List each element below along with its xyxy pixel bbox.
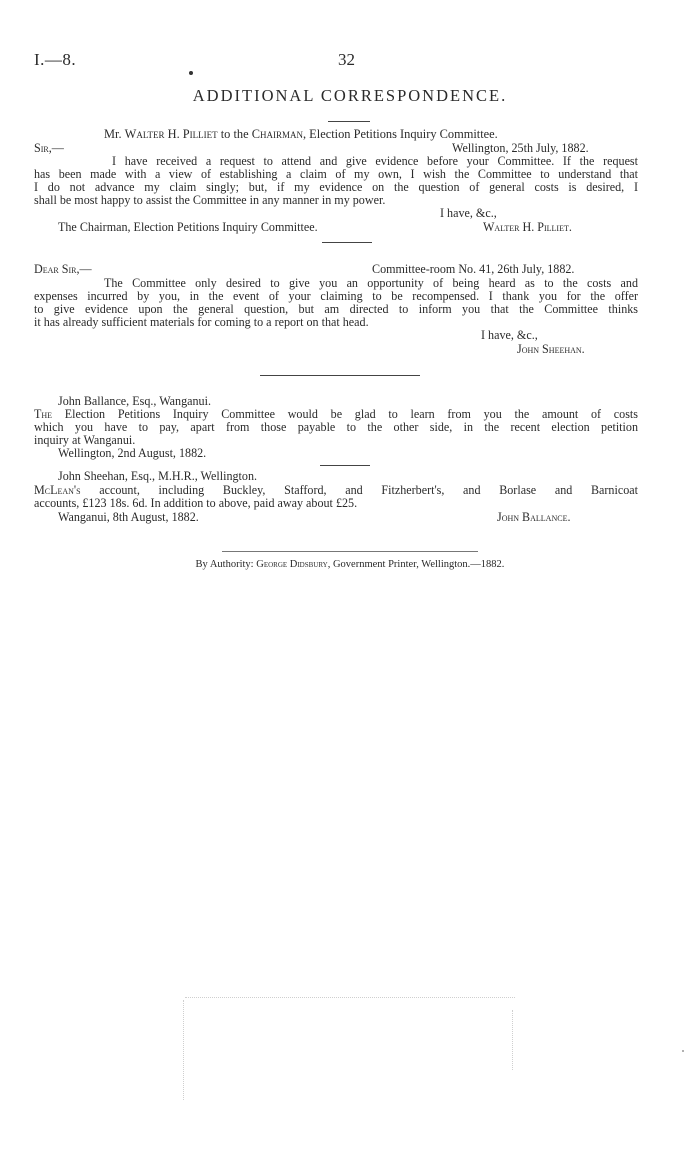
specks — [682, 1050, 684, 1052]
footer-rule — [222, 551, 478, 552]
letter1-heading-recipient: Chairman — [251, 127, 303, 141]
document-reference: I.—8. — [34, 50, 77, 69]
letter1-salutation: Sir,— — [34, 141, 64, 155]
divider-rule — [322, 242, 372, 243]
telegram1-lead-word: The — [34, 407, 53, 421]
letter1-heading — [104, 128, 498, 141]
page-number: 32 — [338, 50, 355, 69]
ink-mark — [189, 71, 193, 75]
letter1-body-line: has been made with a view of establishing a claim of my own, I wish the Committee to understand that — [34, 167, 638, 181]
telegram1-body-line: inquiry at Wanganui. — [34, 433, 136, 447]
letter2-body-line: expenses incurred by you, in the event of your claiming to be recompensed. I thank you for the offer — [34, 289, 638, 303]
letter1-body-line: I have received a request to attend and give evidence before your Committee. If the request — [112, 154, 638, 168]
divider-rule — [260, 375, 420, 376]
letter2-date: Committee-room No. 41, 26th July, 1882. — [372, 262, 575, 276]
letter1-closing: I have, &c., — [440, 206, 497, 220]
letter1-body-line: I do not advance my claim singly; but, if my evidence on the question of general costs is desired, I — [34, 180, 638, 194]
letter1-date: Wellington, 25th July, 1882. — [452, 141, 589, 155]
page-title: ADDITIONAL CORRESPONDENCE. — [192, 86, 508, 105]
letter1-heading-sender: Walter H. Pilliet — [124, 127, 218, 141]
imprint-printer: George Didsbury — [256, 559, 328, 570]
printer-imprint — [0, 559, 700, 570]
telegram2-signature: John Ballance. — [497, 510, 571, 524]
letter1-heading-suffix: , Election Petitions Inquiry Committee. — [302, 127, 498, 141]
letter1-body-line: shall be most happy to assist the Committee in any manner in my power. — [34, 193, 386, 207]
divider-rule — [320, 465, 370, 466]
telegram2-body-text: account, including Buckley, Stafford, and Fitzherbert's, and Borlase and Barnicoat — [99, 483, 638, 497]
letter2-signature: John Sheehan. — [517, 342, 585, 356]
telegram2-lead-word: McLean's — [34, 483, 81, 497]
bleed-through-mark — [183, 1000, 184, 1100]
letter2-body-line: it has already sufficient materials for coming to a report on that head. — [34, 315, 369, 329]
letter2-closing: I have, &c., — [481, 328, 538, 342]
letter2-body-line: The Committee only desired to give you an opportunity of being heard as to the costs and — [104, 276, 638, 290]
telegram2-body-line: accounts, £123 18s. 6d. In addition to above, paid away about £25. — [34, 496, 358, 510]
telegram2-addressee: John Sheehan, Esq., M.H.R., Wellington. — [58, 469, 258, 483]
letter1-addressee: The Chairman, Election Petitions Inquiry Committee. — [58, 220, 318, 234]
telegram1-addressee: John Ballance, Esq., Wanganui. — [58, 394, 211, 408]
bleed-through-mark — [512, 1010, 513, 1070]
telegram1-body-line: which you have to pay, apart from those payable to the other side, in the recent election petition — [34, 420, 638, 434]
telegram1-body-text: Election Petitions Inquiry Committee would be glad to learn from you the amount of costs — [64, 407, 638, 421]
bleed-through-mark — [185, 997, 515, 998]
letter2-body-line: to give evidence upon the general question, but am directed to inform you that the Committee thinks — [34, 302, 638, 316]
imprint-prefix: By Authority: — [195, 559, 257, 570]
letter1-heading-mid: to the — [217, 127, 252, 141]
imprint-suffix: , Government Printer, Wellington.—1882. — [327, 559, 505, 570]
letter2-salutation: Dear Sir,— — [34, 262, 92, 276]
telegram1-date: Wellington, 2nd August, 1882. — [58, 446, 207, 460]
letter1-heading-prefix: Mr. — [104, 127, 125, 141]
telegram2-date: Wanganui, 8th August, 1882. — [58, 510, 199, 524]
letter1-signature: Walter H. Pilliet. — [483, 220, 572, 234]
divider-rule — [328, 121, 370, 122]
